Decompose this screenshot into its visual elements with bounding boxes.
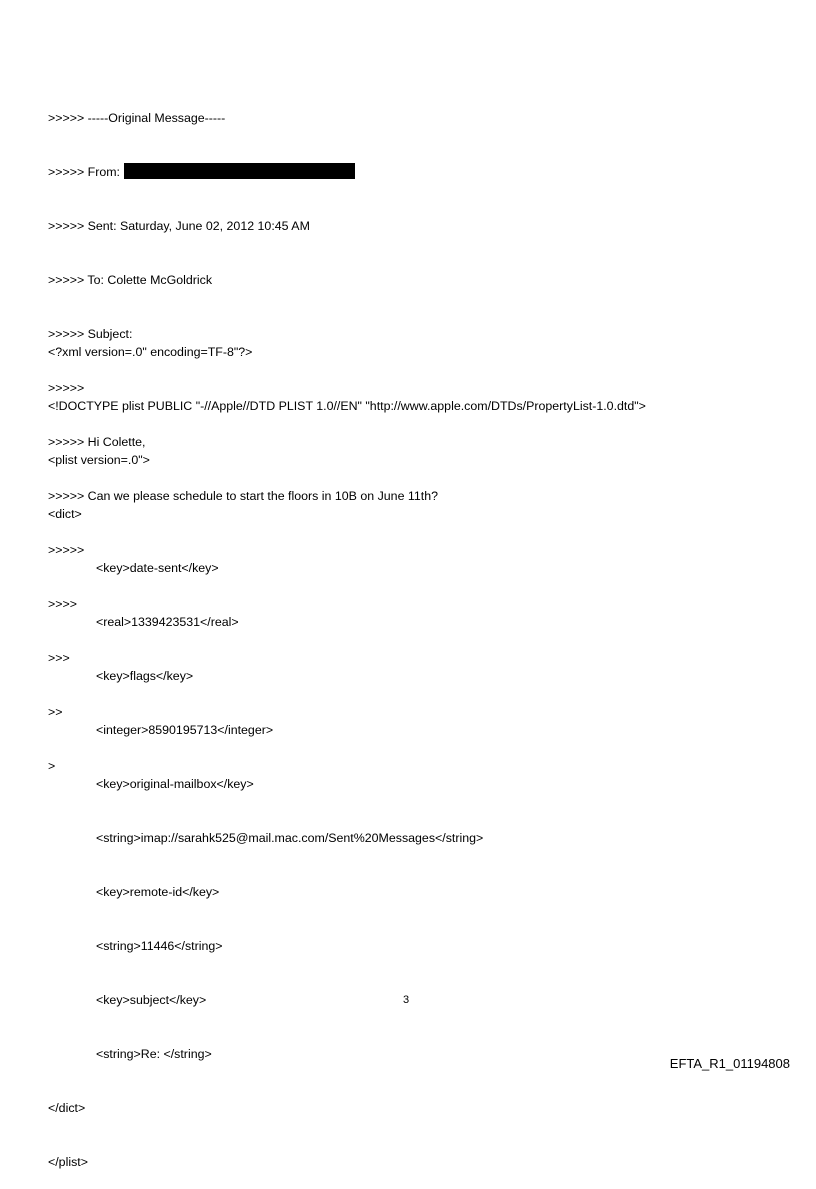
email-line: >>> xyxy=(48,651,70,665)
plist-entry: <string>imap://sarahk525@mail.mac.com/Sent%20Messages</string> xyxy=(96,831,484,845)
email-sent-line: >>>>> Sent: Saturday, June 02, 2012 10:45 AM xyxy=(48,219,310,233)
doctype-line: <!DOCTYPE plist PUBLIC "-//Apple//DTD PLIST 1.0//EN" "http://www.apple.com/DTDs/PropertyList-1.0.dtd"> xyxy=(48,399,646,413)
email-line: >>>>> xyxy=(48,543,85,557)
redaction-box xyxy=(124,163,355,179)
plist-entry: <key>remote-id</key> xyxy=(96,885,220,899)
email-line: >> xyxy=(48,705,63,719)
plist-entry: <integer>8590195713</integer> xyxy=(96,723,274,737)
email-line: >>>>> xyxy=(48,381,85,395)
plist-xml xyxy=(48,307,646,1189)
plist-entry: <real>1339423531</real> xyxy=(96,615,239,629)
plist-entry: <string>Re: </string> xyxy=(96,1047,212,1061)
plist-entry: <key>date-sent</key> xyxy=(96,561,219,575)
email-subject-line: >>>>> Subject: xyxy=(48,327,133,341)
page-number: 3 xyxy=(403,994,410,1006)
plist-open: <plist version=.0"> xyxy=(48,453,150,467)
dict-open: <dict> xyxy=(48,507,82,521)
xml-declaration: <?xml version=.0" encoding=TF-8"?> xyxy=(48,345,253,359)
document-id-footer: EFTA_R1_01194808 xyxy=(669,1056,790,1071)
email-from-line xyxy=(48,163,438,181)
plist-entry: <key>subject</key> xyxy=(96,993,207,1007)
email-line: > xyxy=(48,759,56,773)
email-body-line: >>>>> Can we please schedule to start the floors in 10B on June 11th? xyxy=(48,489,438,503)
email-line: >>>>> -----Original Message----- xyxy=(48,111,226,125)
email-to-line: >>>>> To: Colette McGoldrick xyxy=(48,273,213,287)
plist-entry: <string>11446</string> xyxy=(96,939,223,953)
from-label: >>>>> From: xyxy=(48,165,120,179)
email-body-line: >>>>> Hi Colette, xyxy=(48,435,146,449)
plist-entry: <key>original-mailbox</key> xyxy=(96,777,254,791)
dict-close: </dict> xyxy=(48,1101,86,1115)
plist-entry: <key>flags</key> xyxy=(96,669,194,683)
plist-close: </plist> xyxy=(48,1155,88,1169)
email-line: >>>> xyxy=(48,597,77,611)
